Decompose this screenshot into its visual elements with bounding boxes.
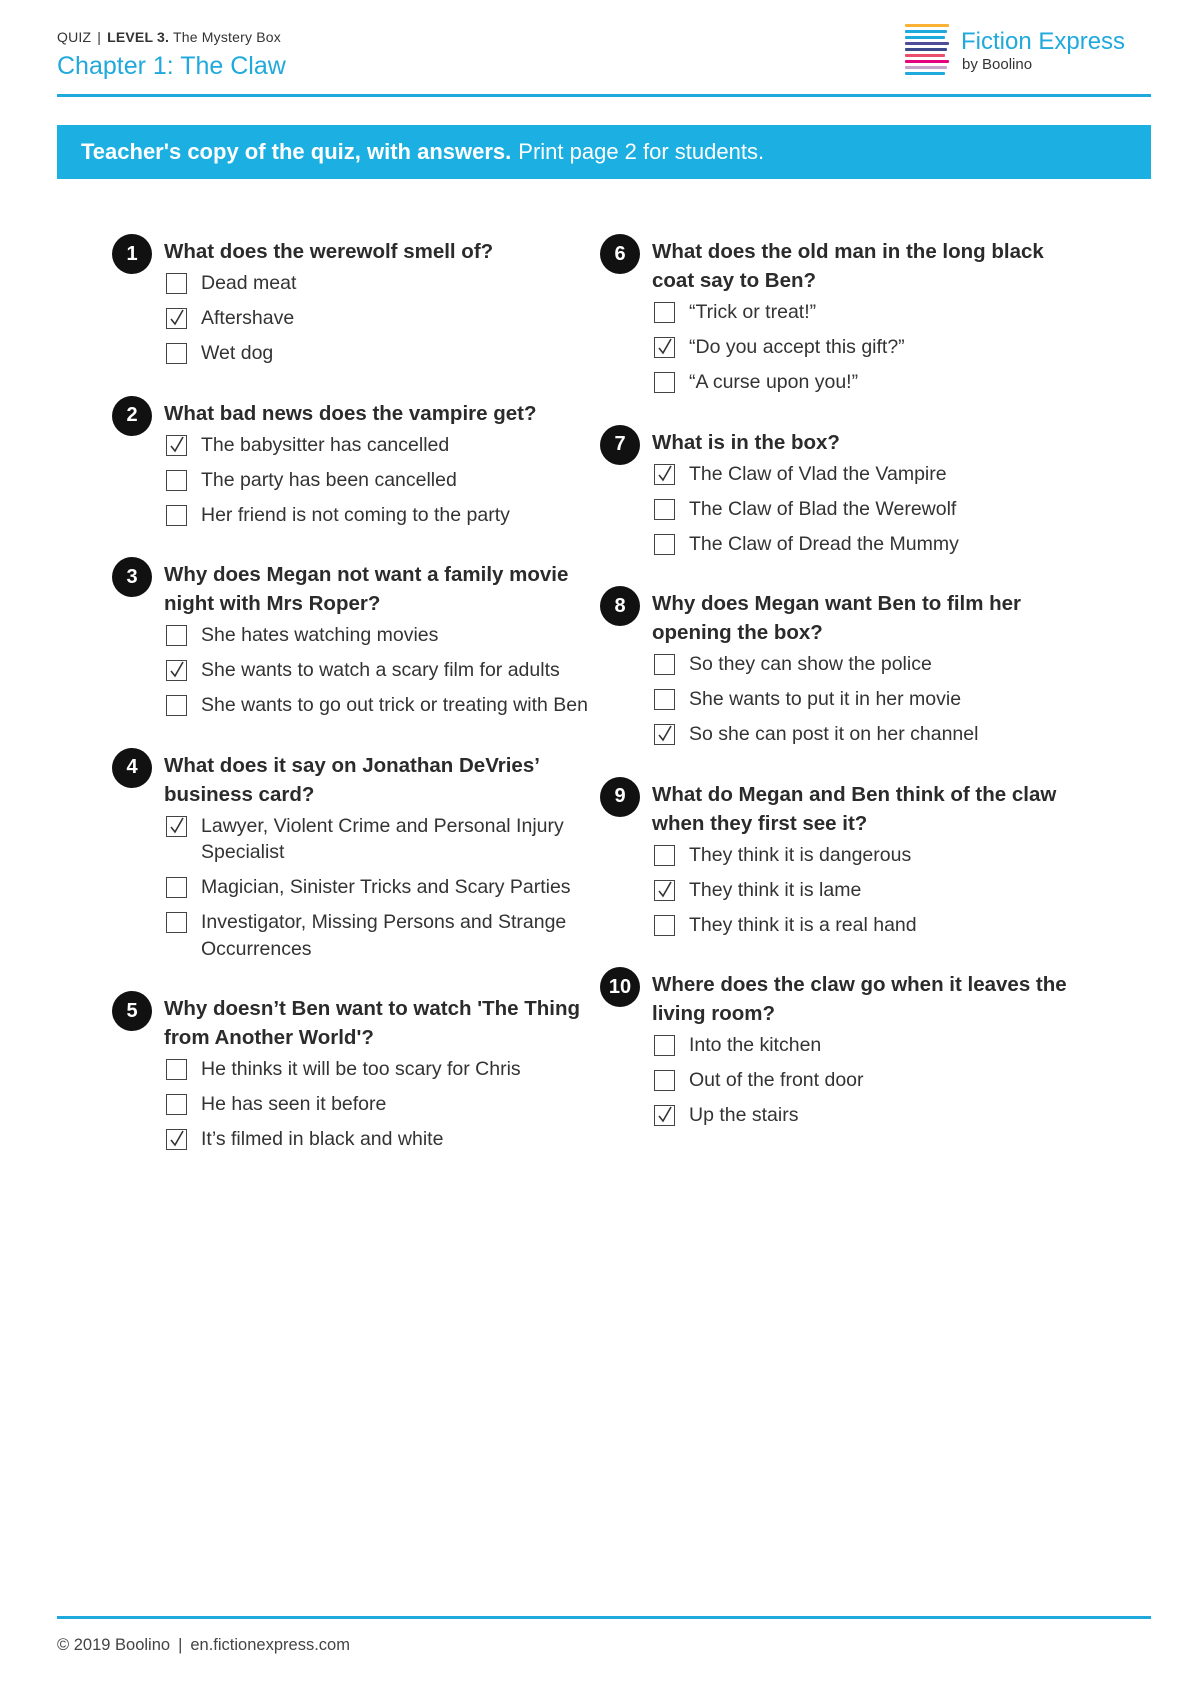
answer-option[interactable] xyxy=(652,461,1080,488)
question-number-badge: 6 xyxy=(600,234,640,274)
question-10 xyxy=(600,970,1080,1129)
chapter-title: Chapter 1: The Claw xyxy=(57,52,286,80)
question-number-badge: 2 xyxy=(112,396,152,436)
checkbox[interactable] xyxy=(166,505,187,526)
question-7 xyxy=(600,428,1080,558)
answer-option-label: Magician, Sinister Tricks and Scary Parties xyxy=(201,876,571,898)
answer-option[interactable] xyxy=(652,912,1080,939)
answer-option[interactable] xyxy=(652,877,1080,904)
answer-option[interactable] xyxy=(164,874,592,901)
question-text: Why does Megan want Ben to film her opening the box? xyxy=(652,592,1022,644)
answer-option[interactable] xyxy=(652,1067,1080,1094)
logo-name: Fiction Express xyxy=(961,28,1126,55)
page-footer xyxy=(57,1636,350,1655)
answer-option[interactable] xyxy=(652,721,1080,748)
logo-stripe xyxy=(905,54,945,57)
answer-option-label: He thinks it will be too scary for Chris xyxy=(201,1058,521,1080)
answer-option[interactable] xyxy=(164,502,592,529)
question-text: Where does the claw go when it leaves the living room? xyxy=(652,973,1067,1025)
question-text: What does the werewolf smell of? xyxy=(164,240,494,263)
checkbox[interactable] xyxy=(654,654,675,675)
question-8 xyxy=(600,589,1080,748)
logo-stripes-icon xyxy=(905,24,949,80)
question-number-badge: 10 xyxy=(600,967,640,1007)
checkbox[interactable] xyxy=(166,1059,187,1080)
questions-left-column xyxy=(112,237,592,1185)
question-2 xyxy=(112,399,592,529)
footer-copyright: © 2019 Boolino xyxy=(57,1636,171,1654)
answer-option-label: Aftershave xyxy=(201,307,295,329)
answer-option[interactable] xyxy=(652,531,1080,558)
checkbox[interactable] xyxy=(654,915,675,936)
level-label: LEVEL 3. xyxy=(107,29,170,45)
checkbox[interactable] xyxy=(654,499,675,520)
answer-option-label: “Trick or treat!” xyxy=(689,301,817,323)
question-text: What does it say on Jonathan DeVries’ business card? xyxy=(164,753,539,806)
checkmark-icon xyxy=(657,465,673,483)
checkbox[interactable] xyxy=(654,1070,675,1091)
checkbox[interactable] xyxy=(654,845,675,866)
logo-stripe xyxy=(905,42,949,45)
checkmark-icon xyxy=(657,881,673,899)
answer-option-label: The babysitter has cancelled xyxy=(201,433,450,456)
question-text: What bad news does the vampire get? xyxy=(164,401,537,425)
question-text: What do Megan and Ben think of the claw when they first see it? xyxy=(652,782,1057,835)
logo-stripe xyxy=(905,66,947,69)
answer-option[interactable] xyxy=(652,1102,1080,1129)
answer-option-label: She wants to put it in her movie xyxy=(689,688,962,710)
checkmark-icon xyxy=(169,309,185,327)
book-title: The Mystery Box xyxy=(172,29,281,45)
answer-option[interactable] xyxy=(652,686,1080,713)
answer-option-label: “Do you accept this gift?” xyxy=(689,336,905,358)
answer-option[interactable] xyxy=(652,842,1080,869)
checkbox[interactable] xyxy=(654,302,675,323)
logo-stripe xyxy=(905,60,949,63)
answer-option[interactable] xyxy=(164,813,592,866)
answer-option-label: It’s filmed in black and white xyxy=(201,1128,444,1150)
logo-stripe xyxy=(905,72,945,75)
answer-option-label: She wants to go out trick or treating with Ben xyxy=(201,694,588,716)
questions-right-column xyxy=(600,237,1080,1161)
answer-option[interactable] xyxy=(164,270,592,297)
checked-checkbox[interactable] xyxy=(166,816,187,837)
checked-checkbox[interactable] xyxy=(166,1129,187,1150)
answer-option-label: Into the kitchen xyxy=(689,1034,822,1056)
answer-option-label: The Claw of Dread the Mummy xyxy=(689,532,959,555)
answer-option[interactable] xyxy=(164,622,592,649)
footer-website[interactable]: en.fictionexpress.com xyxy=(190,1636,350,1654)
page-header xyxy=(57,24,1151,98)
checkmark-icon xyxy=(169,661,185,679)
answer-option-label: They think it is dangerous xyxy=(689,843,912,866)
logo-subtitle: by Boolino xyxy=(962,56,1033,73)
question-text: Why doesn’t Ben want to watch 'The Thing from Another World'? xyxy=(164,997,581,1049)
answer-option[interactable] xyxy=(164,692,592,719)
answer-option[interactable] xyxy=(164,340,592,367)
checkbox[interactable] xyxy=(166,695,187,716)
checked-checkbox[interactable] xyxy=(654,1105,675,1126)
checkbox[interactable] xyxy=(166,343,187,364)
teacher-copy-banner xyxy=(57,125,1151,179)
answer-option[interactable] xyxy=(652,651,1080,678)
answer-option[interactable] xyxy=(164,432,592,459)
question-number-badge: 7 xyxy=(600,425,640,465)
banner-bold-text: Teacher's copy of the quiz, with answers. xyxy=(81,139,512,164)
question-number-badge: 1 xyxy=(112,234,152,274)
checkmark-icon xyxy=(657,1106,673,1124)
checkbox[interactable] xyxy=(654,534,675,555)
answer-option[interactable] xyxy=(164,1056,592,1083)
question-3 xyxy=(112,560,592,719)
question-6 xyxy=(600,237,1080,396)
answer-option[interactable] xyxy=(164,305,592,332)
checkbox[interactable] xyxy=(654,372,675,393)
fiction-express-logo xyxy=(905,24,1151,86)
checkbox[interactable] xyxy=(166,470,187,491)
answer-option-label: Out of the front door xyxy=(689,1069,864,1091)
answer-option[interactable] xyxy=(652,496,1080,523)
footer-divider xyxy=(57,1616,1151,1619)
checkbox[interactable] xyxy=(166,1094,187,1115)
checkmark-icon xyxy=(169,436,185,454)
question-number-badge: 5 xyxy=(112,991,152,1031)
answer-option[interactable] xyxy=(652,1032,1080,1059)
answer-option-label: They think it is lame xyxy=(689,878,862,901)
checked-checkbox[interactable] xyxy=(166,660,187,681)
answer-option[interactable] xyxy=(164,467,592,494)
logo-stripe xyxy=(905,36,945,39)
question-number-badge: 9 xyxy=(600,777,640,817)
answer-option-label: He has seen it before xyxy=(201,1093,387,1115)
header-separator: | xyxy=(97,29,102,45)
footer-separator: | xyxy=(178,1636,183,1654)
checkmark-icon xyxy=(657,725,673,743)
banner-normal-text: Print page 2 for students. xyxy=(518,139,765,164)
quiz-level-line xyxy=(57,29,281,45)
answer-option-label: Up the stairs xyxy=(689,1104,799,1126)
checked-checkbox[interactable] xyxy=(166,435,187,456)
answer-option-label: The Claw of Vlad the Vampire xyxy=(689,462,947,485)
question-number-badge: 8 xyxy=(600,586,640,626)
logo-stripe xyxy=(905,48,947,51)
answer-option[interactable] xyxy=(164,1091,592,1118)
checkmark-icon xyxy=(657,338,673,356)
answer-option-label: The party has been cancelled xyxy=(201,468,457,491)
answer-option-label: She hates watching movies xyxy=(201,624,439,646)
checkbox[interactable] xyxy=(654,1035,675,1056)
answer-option-label: So they can show the police xyxy=(689,653,932,675)
question-4 xyxy=(112,751,592,963)
checkbox[interactable] xyxy=(654,689,675,710)
checked-checkbox[interactable] xyxy=(654,880,675,901)
question-text: What does the old man in the long black coat say to Ben? xyxy=(652,240,1044,292)
answer-option[interactable] xyxy=(652,334,1080,361)
checkbox[interactable] xyxy=(166,912,187,933)
answer-option[interactable] xyxy=(652,369,1080,396)
question-number-badge: 3 xyxy=(112,557,152,597)
answer-option-label: So she can post it on her channel xyxy=(689,723,979,745)
answer-option-label: She wants to watch a scary film for adults xyxy=(201,659,560,681)
question-1 xyxy=(112,237,592,367)
answer-option[interactable] xyxy=(164,657,592,684)
logo-stripe xyxy=(905,24,949,27)
checkbox[interactable] xyxy=(166,877,187,898)
question-5 xyxy=(112,994,592,1153)
question-text: Why does Megan not want a family movie night with Mrs Roper? xyxy=(164,563,569,615)
answer-option-label: Wet dog xyxy=(201,342,274,364)
quiz-label: QUIZ xyxy=(57,29,92,45)
answer-option-label: The Claw of Blad the Werewolf xyxy=(689,497,957,520)
checkmark-icon xyxy=(169,817,185,835)
checkmark-icon xyxy=(169,1130,185,1148)
checked-checkbox[interactable] xyxy=(654,724,675,745)
answer-option[interactable] xyxy=(164,1126,592,1153)
header-divider xyxy=(57,94,1151,97)
question-number-badge: 4 xyxy=(112,748,152,788)
checked-checkbox[interactable] xyxy=(654,337,675,358)
answer-option-label: Investigator, Missing Persons and Strange Occurrences xyxy=(201,911,567,960)
checkbox[interactable] xyxy=(166,273,187,294)
checked-checkbox[interactable] xyxy=(166,308,187,329)
answer-option-label: Dead meat xyxy=(201,272,297,294)
question-9 xyxy=(600,780,1080,939)
answer-option-label: Lawyer, Violent Crime and Personal Injury Specialist xyxy=(201,814,564,863)
answer-option-label: “A curse upon you!” xyxy=(689,371,859,393)
answer-option[interactable] xyxy=(652,299,1080,326)
answer-option[interactable] xyxy=(164,909,592,962)
checked-checkbox[interactable] xyxy=(654,464,675,485)
answer-option-label: They think it is a real hand xyxy=(689,913,917,936)
logo-stripe xyxy=(905,30,947,33)
checkbox[interactable] xyxy=(166,625,187,646)
answer-option-label: Her friend is not coming to the party xyxy=(201,503,510,526)
question-text: What is in the box? xyxy=(652,430,840,454)
